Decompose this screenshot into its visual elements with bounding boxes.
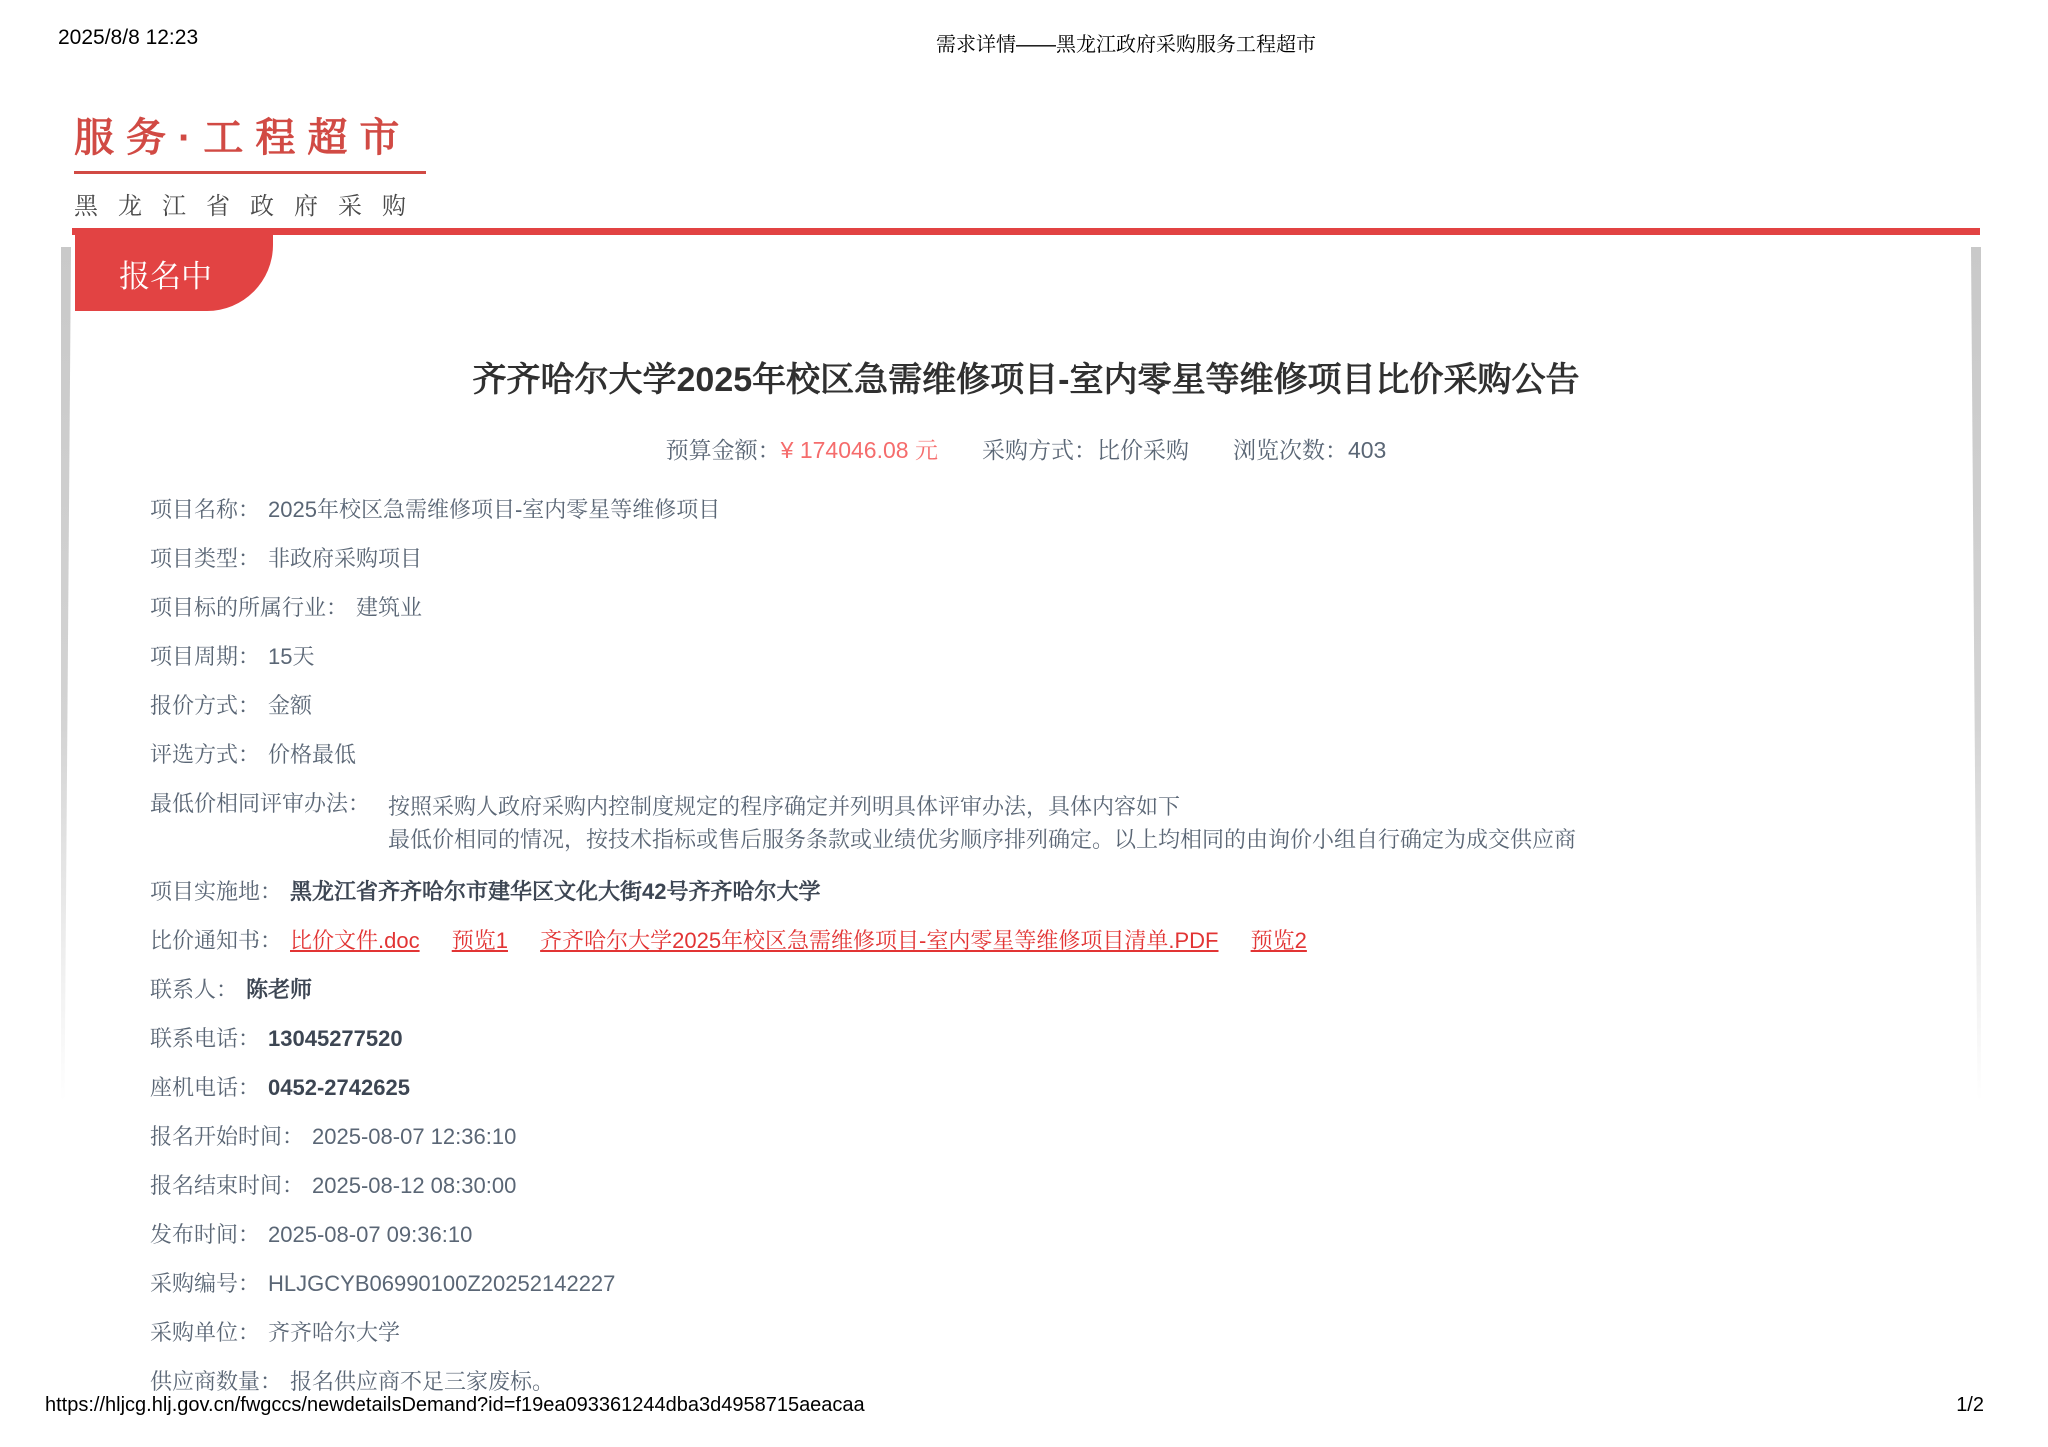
status-badge-label: 报名中: [119, 258, 212, 294]
field-row-project-type: [150, 545, 1970, 572]
field-row-supplier-count: [150, 1368, 1970, 1395]
card-left-edge: [61, 247, 71, 1102]
field-label: 发布时间：: [150, 1222, 261, 1247]
print-page-number: 1/2: [1956, 1394, 1984, 1416]
print-timestamp: 2025/8/8 12:23: [58, 26, 199, 49]
field-row-contact-person: [150, 976, 1970, 1003]
field-row-project-period: [150, 643, 1970, 670]
field-row-contact-phone: [150, 1025, 1970, 1052]
review-method-line1: 按照采购人政府采购内控制度规定的程序确定并列明具体评审办法，具体内容如下: [388, 794, 1181, 819]
field-row-signup-end: [150, 1172, 1970, 1199]
field-row-review-method: [150, 790, 1970, 856]
field-label: 联系人：: [150, 977, 239, 1002]
field-label: 项目周期：: [150, 644, 261, 669]
notice-pdf-link[interactable]: 齐齐哈尔大学2025年校区急需维修项目-室内零星等维修项目清单.PDF: [540, 928, 1219, 953]
notice-links: [290, 927, 1333, 954]
site-logo[interactable]: [74, 106, 426, 221]
field-value: 报名供应商不足三家废标。: [290, 1369, 555, 1394]
field-label: 最低价相同评审办法：: [150, 791, 371, 816]
field-row-publish-time: [150, 1221, 1970, 1248]
field-value: 金额: [268, 693, 313, 718]
notice-preview2-link[interactable]: 预览2: [1250, 928, 1307, 953]
field-row-project-name: [150, 496, 1970, 523]
field-label: 采购编号：: [150, 1271, 261, 1296]
print-url: https://hljcg.hlj.gov.cn/fwgccs/newdetailsDemand?id=f19ea093361244dba3d4958715aeacaa: [45, 1394, 865, 1416]
field-value: HLJGCYB06990100Z20252142227: [268, 1271, 616, 1296]
review-method-line2: 最低价相同的情况，按技术指标或售后服务条款或业绩优劣顺序排列确定。以上均相同的由询价小组自行确定为成交供应商: [388, 827, 1577, 852]
red-divider: [72, 228, 1980, 235]
field-label: 报名开始时间：: [150, 1124, 305, 1149]
field-value: 2025-08-07 09:36:10: [268, 1222, 473, 1247]
site-logo-title: 服务·工程超市: [74, 116, 412, 160]
field-label: 供应商数量：: [150, 1369, 283, 1394]
field-label: 报名结束时间：: [150, 1173, 305, 1198]
budget-label: 预算金额：: [665, 437, 781, 463]
notice-doc-link[interactable]: 比价文件.doc: [290, 928, 420, 953]
method-value: 比价采购: [1096, 437, 1189, 463]
field-value: 陈老师: [246, 977, 313, 1002]
field-label: 项目类型：: [150, 546, 261, 571]
field-value: [388, 790, 1576, 856]
field-value: 价格最低: [268, 742, 357, 767]
meta-line: [72, 432, 1980, 465]
field-label: 座机电话：: [150, 1075, 261, 1100]
field-value: 15天: [268, 644, 315, 669]
field-row-selection-method: [150, 741, 1970, 768]
budget-value: ¥ 174046.08 元: [780, 437, 938, 463]
field-label: 联系电话：: [150, 1026, 261, 1051]
notice-preview1-link[interactable]: 预览1: [451, 928, 508, 953]
field-label: 报价方式：: [150, 693, 261, 718]
budget-group: [666, 432, 938, 465]
field-row-quote-method: [150, 692, 1970, 719]
field-row-location: [150, 878, 1970, 905]
field-value: 建筑业: [356, 595, 423, 620]
field-value: 0452-2742625: [268, 1075, 410, 1100]
views-label: 浏览次数：: [1232, 437, 1348, 463]
field-row-signup-start: [150, 1123, 1970, 1150]
field-row-industry: [150, 594, 1970, 621]
field-label: 比价通知书：: [150, 928, 283, 953]
method-label: 采购方式：: [981, 437, 1097, 463]
field-value: 2025年校区急需维修项目-室内零星等维修项目: [268, 497, 721, 522]
field-label: 项目实施地：: [150, 879, 283, 904]
views-group: [1233, 432, 1386, 465]
field-row-notice-docs: [150, 927, 1970, 954]
field-label: 评选方式：: [150, 742, 261, 767]
field-value: 非政府采购项目: [268, 546, 423, 571]
field-row-purchase-unit: [150, 1319, 1970, 1346]
page-title: 齐齐哈尔大学2025年校区急需维修项目-室内零星等维修项目比价采购公告: [472, 361, 1580, 399]
site-logo-subtitle: 黑龙江省政府采购: [74, 193, 426, 220]
logo-underline: [74, 171, 426, 174]
field-value: 黑龙江省齐齐哈尔市建华区文化大街42号齐齐哈尔大学: [290, 879, 821, 904]
field-label: 项目名称：: [150, 497, 261, 522]
field-list: [150, 496, 1970, 1417]
views-value: 403: [1347, 437, 1387, 463]
field-value: 2025-08-07 12:36:10: [312, 1124, 517, 1149]
field-value: 2025-08-12 08:30:00: [312, 1173, 517, 1198]
field-label: 采购单位：: [150, 1320, 261, 1345]
print-document-title: 需求详情——黑龙江政府采购服务工程超市: [936, 34, 1316, 56]
status-badge: [75, 235, 273, 311]
field-row-landline: [150, 1074, 1970, 1101]
field-label: 项目标的所属行业：: [150, 595, 349, 620]
field-value: 齐齐哈尔大学: [268, 1320, 401, 1345]
field-value: 13045277520: [268, 1026, 403, 1051]
field-row-purchase-number: [150, 1270, 1970, 1297]
method-group: [982, 432, 1189, 465]
